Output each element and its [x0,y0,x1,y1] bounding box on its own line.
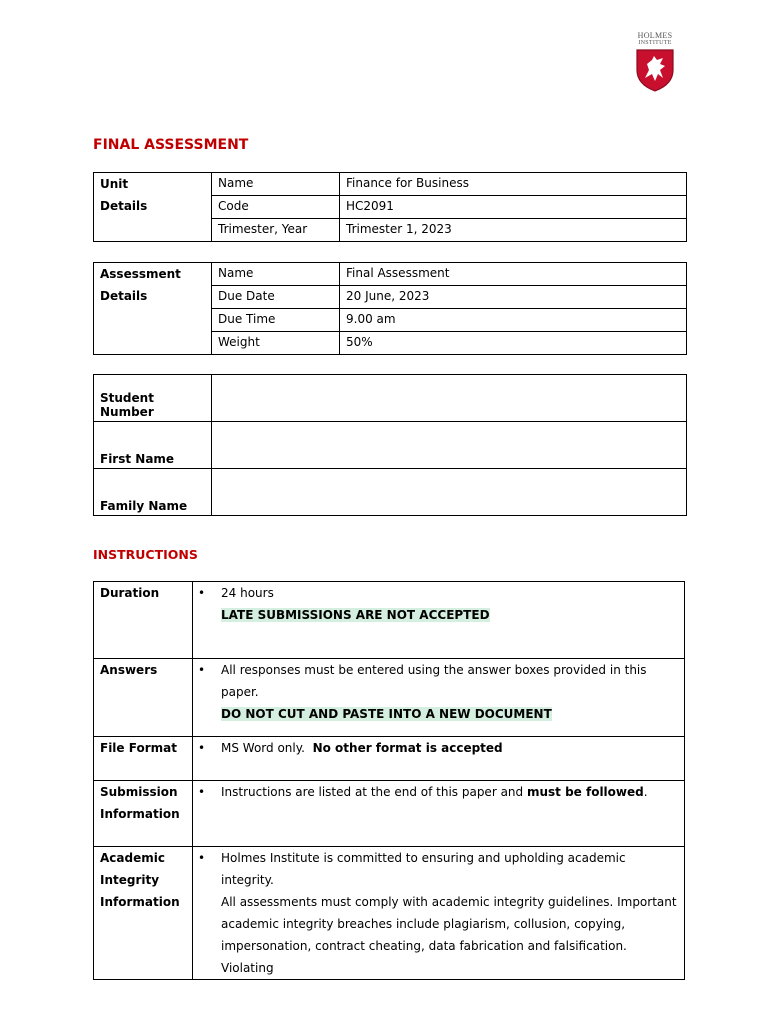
integrity-line1: Holmes Institute is committed to ensuring and upholding academic integrity. [221,851,626,887]
file-format-text: MS Word only. [221,741,305,755]
unit-field-code: Code [212,196,340,219]
file-format-label: File Format [94,737,193,781]
duration-text: 24 hours [221,586,274,600]
duration-content [193,582,685,659]
student-number-field[interactable] [212,375,687,422]
instructions-table [93,581,685,980]
submission-text: Instructions are listed at the end of this paper and [221,785,524,799]
bullet-icon: • [198,741,206,755]
assessment-field-name: Name [212,263,340,286]
file-format-content [193,737,685,781]
file-format-bold: No other format is accepted [312,741,503,755]
holmes-institute-logo [630,32,680,92]
answers-content [193,659,685,737]
unit-field-name: Name [212,173,340,196]
assessment-value-name: Final Assessment [340,263,687,286]
first-name-label: First Name [94,422,212,469]
integrity-label [94,847,193,980]
unit-label-line2: Details [100,199,148,213]
student-number-label: Student Number [94,375,212,422]
submission-bold: must be followed [526,785,644,799]
integrity-label-line1: Academic [100,851,165,865]
assessment-field-due-date: Due Date [212,286,340,309]
submission-content [193,781,685,847]
family-name-label: Family Name [94,469,212,516]
unit-value-trimester: Trimester 1, 2023 [340,219,687,242]
submission-label [94,781,193,847]
submission-end: . [643,785,648,799]
integrity-line4: impersonation, contract cheating, data fabrication and falsification. Violating [221,939,627,975]
integrity-content [193,847,685,980]
submission-label-line2: Information [100,807,180,821]
unit-details-table [93,172,687,242]
unit-value-name: Finance for Business [340,173,687,196]
assessment-label-line1: Assessment [100,267,181,281]
integrity-label-line2: Integrity [100,873,160,887]
assessment-details-label [94,263,212,355]
assessment-value-weight: 50% [340,332,687,355]
assessment-field-due-time: Due Time [212,309,340,332]
answers-text: All responses must be entered using the answer boxes provided in this paper. [221,663,647,699]
instructions-heading: INSTRUCTIONS [93,547,198,562]
assessment-details-table [93,262,687,355]
submission-label-line1: Submission [100,785,178,799]
assessment-field-weight: Weight [212,332,340,355]
bullet-icon: • [198,785,206,799]
answers-label: Answers [94,659,193,737]
assessment-value-due-date: 20 June, 2023 [340,286,687,309]
integrity-line2: All assessments must comply with academic integrity guidelines. Important [221,895,677,909]
bullet-icon: • [198,851,206,865]
crest-icon [635,48,675,92]
student-details-table [93,374,687,516]
assessment-label-line2: Details [100,289,148,303]
family-name-field[interactable] [212,469,687,516]
unit-details-label [94,173,212,242]
page-title: FINAL ASSESSMENT [93,137,249,153]
bullet-icon: • [198,586,206,600]
unit-value-code: HC2091 [340,196,687,219]
no-cut-paste-warning: DO NOT CUT AND PASTE INTO A NEW DOCUMENT [221,707,552,721]
logo-text-line2: INSTITUTE [638,40,672,46]
late-submission-warning: LATE SUBMISSIONS ARE NOT ACCEPTED [221,608,490,622]
assessment-value-due-time: 9.00 am [340,309,687,332]
bullet-icon: • [198,663,206,677]
duration-label: Duration [94,582,193,659]
integrity-line3: academic integrity breaches include plagiarism, collusion, copying, [221,917,626,931]
unit-field-trimester: Trimester, Year [212,219,340,242]
first-name-field[interactable] [212,422,687,469]
integrity-label-line3: Information [100,895,180,909]
unit-label-line1: Unit [100,177,129,191]
logo-text-line1: HOLMES [637,31,673,40]
